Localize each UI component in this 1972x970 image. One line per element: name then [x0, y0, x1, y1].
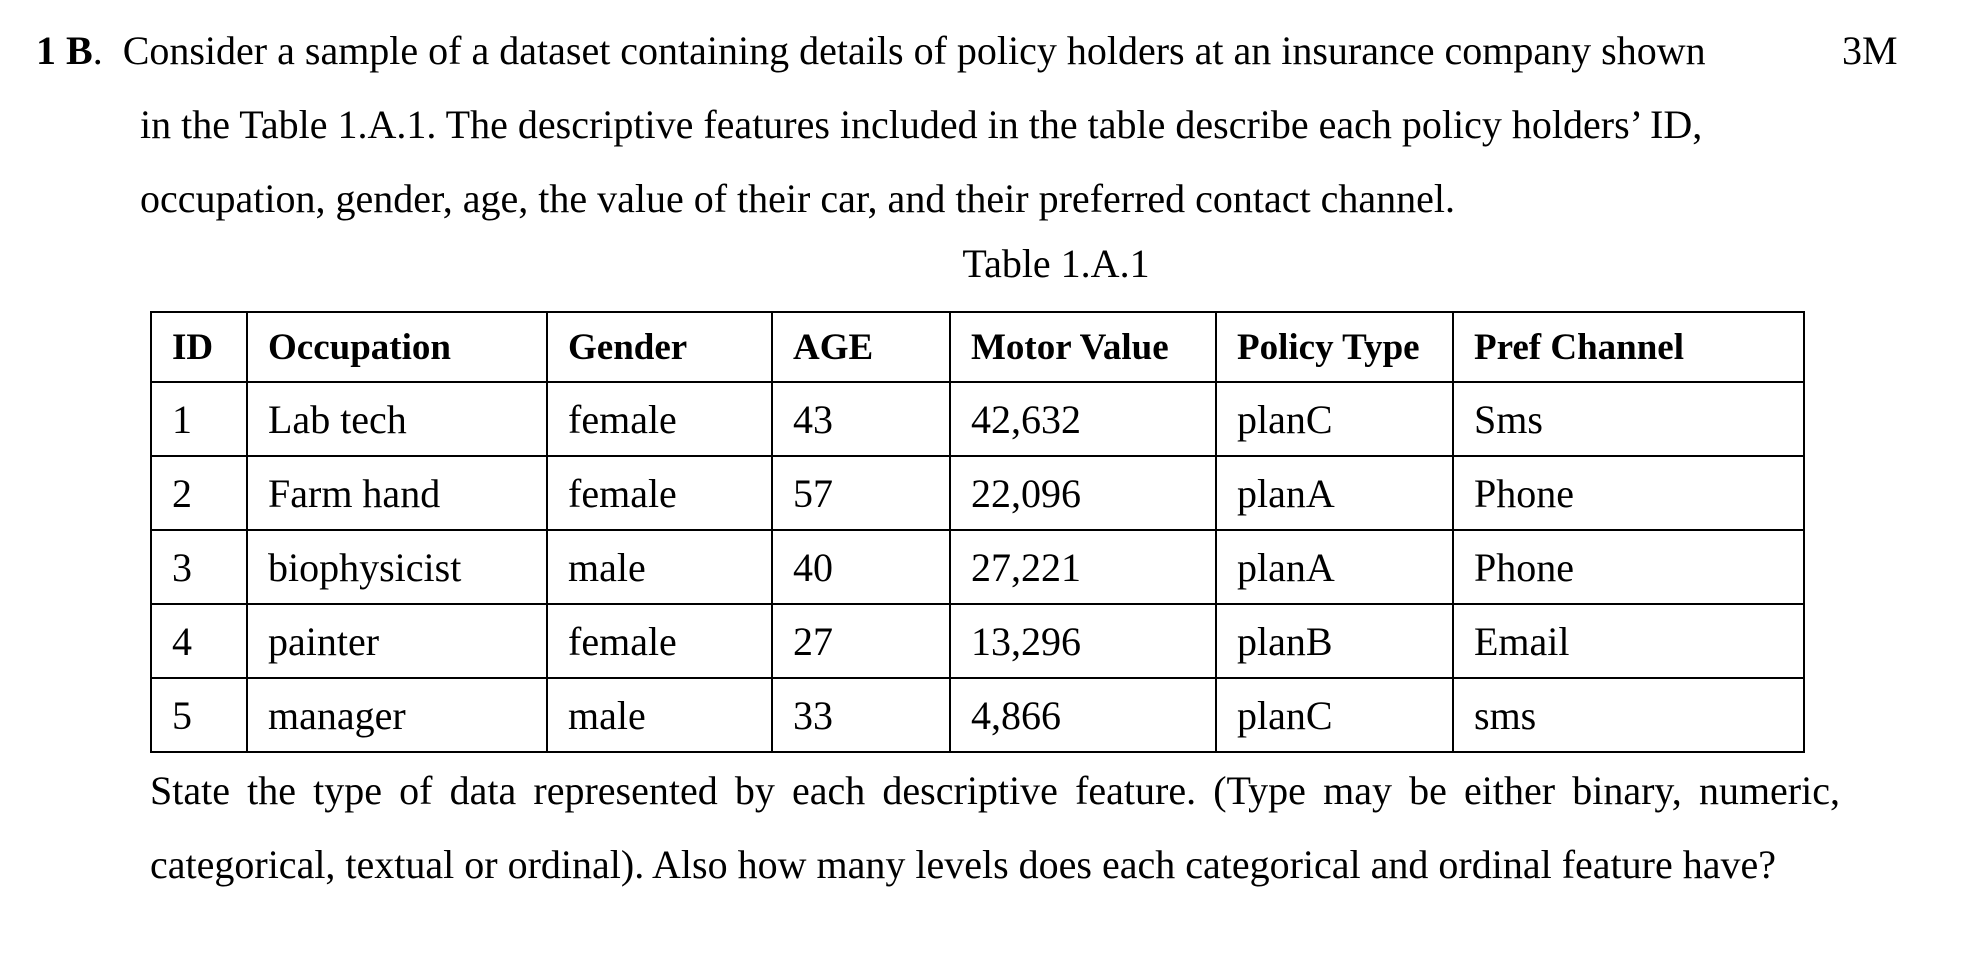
header-motor-value: Motor Value — [950, 312, 1216, 382]
header-policy-type: Policy Type — [1216, 312, 1453, 382]
cell-policy-type: planC — [1216, 678, 1453, 752]
table-row — [151, 678, 1804, 752]
question-number-suffix: . — [92, 28, 103, 73]
header-age: AGE — [772, 312, 950, 382]
cell-pref-channel: sms — [1453, 678, 1804, 752]
cell-motor-value: 22,096 — [950, 456, 1216, 530]
question-first-line — [36, 14, 1836, 88]
cell-motor-value: 13,296 — [950, 604, 1216, 678]
cell-occupation: biophysicist — [247, 530, 547, 604]
header-pref-channel: Pref Channel — [1453, 312, 1804, 382]
cell-occupation: manager — [247, 678, 547, 752]
cell-id: 1 — [151, 382, 247, 456]
cell-age: 43 — [772, 382, 950, 456]
question-text-line1: Consider a sample of a dataset containing details of policy holders at an insurance company shown — [122, 28, 1706, 73]
table-row — [151, 382, 1804, 456]
cell-motor-value: 4,866 — [950, 678, 1216, 752]
cell-policy-type: planA — [1216, 456, 1453, 530]
cell-id: 4 — [151, 604, 247, 678]
table-header-row — [151, 312, 1804, 382]
cell-age: 57 — [772, 456, 950, 530]
cell-occupation: Farm hand — [247, 456, 547, 530]
cell-id: 2 — [151, 456, 247, 530]
header-occupation: Occupation — [247, 312, 547, 382]
table-row — [151, 456, 1804, 530]
header-id: ID — [151, 312, 247, 382]
question-number: 1 B — [36, 28, 93, 73]
cell-policy-type: planB — [1216, 604, 1453, 678]
cell-pref-channel: Email — [1453, 604, 1804, 678]
follow-up-question: State the type of data represented by each descriptive feature. (Type may be either binary, numeric, categorical, textual or ordinal). Also how many levels does each categorical and ordinal feature have? — [150, 768, 1840, 887]
header-gender: Gender — [547, 312, 772, 382]
question-marks: 3M — [1842, 28, 1898, 73]
cell-gender: female — [547, 604, 772, 678]
cell-pref-channel: Phone — [1453, 530, 1804, 604]
cell-age: 33 — [772, 678, 950, 752]
cell-age: 40 — [772, 530, 950, 604]
cell-policy-type: planA — [1216, 530, 1453, 604]
cell-policy-type: planC — [1216, 382, 1453, 456]
cell-pref-channel: Sms — [1453, 382, 1804, 456]
cell-id: 5 — [151, 678, 247, 752]
cell-occupation: painter — [247, 604, 547, 678]
cell-pref-channel: Phone — [1453, 456, 1804, 530]
cell-id: 3 — [151, 530, 247, 604]
cell-motor-value: 27,221 — [950, 530, 1216, 604]
table-caption: Table 1.A.1 — [962, 241, 1150, 286]
cell-gender: male — [547, 678, 772, 752]
table-row — [151, 530, 1804, 604]
cell-occupation: Lab tech — [247, 382, 547, 456]
question-text-rest: in the Table 1.A.1. The descriptive features included in the table describe each policy holders’ ID, occupation, gender, age, the value of their car, and their preferred contact channel. — [140, 102, 1703, 221]
policy-holders-table — [150, 311, 1805, 753]
table-row — [151, 604, 1804, 678]
cell-age: 27 — [772, 604, 950, 678]
cell-gender: female — [547, 382, 772, 456]
cell-motor-value: 42,632 — [950, 382, 1216, 456]
cell-gender: female — [547, 456, 772, 530]
cell-gender: male — [547, 530, 772, 604]
